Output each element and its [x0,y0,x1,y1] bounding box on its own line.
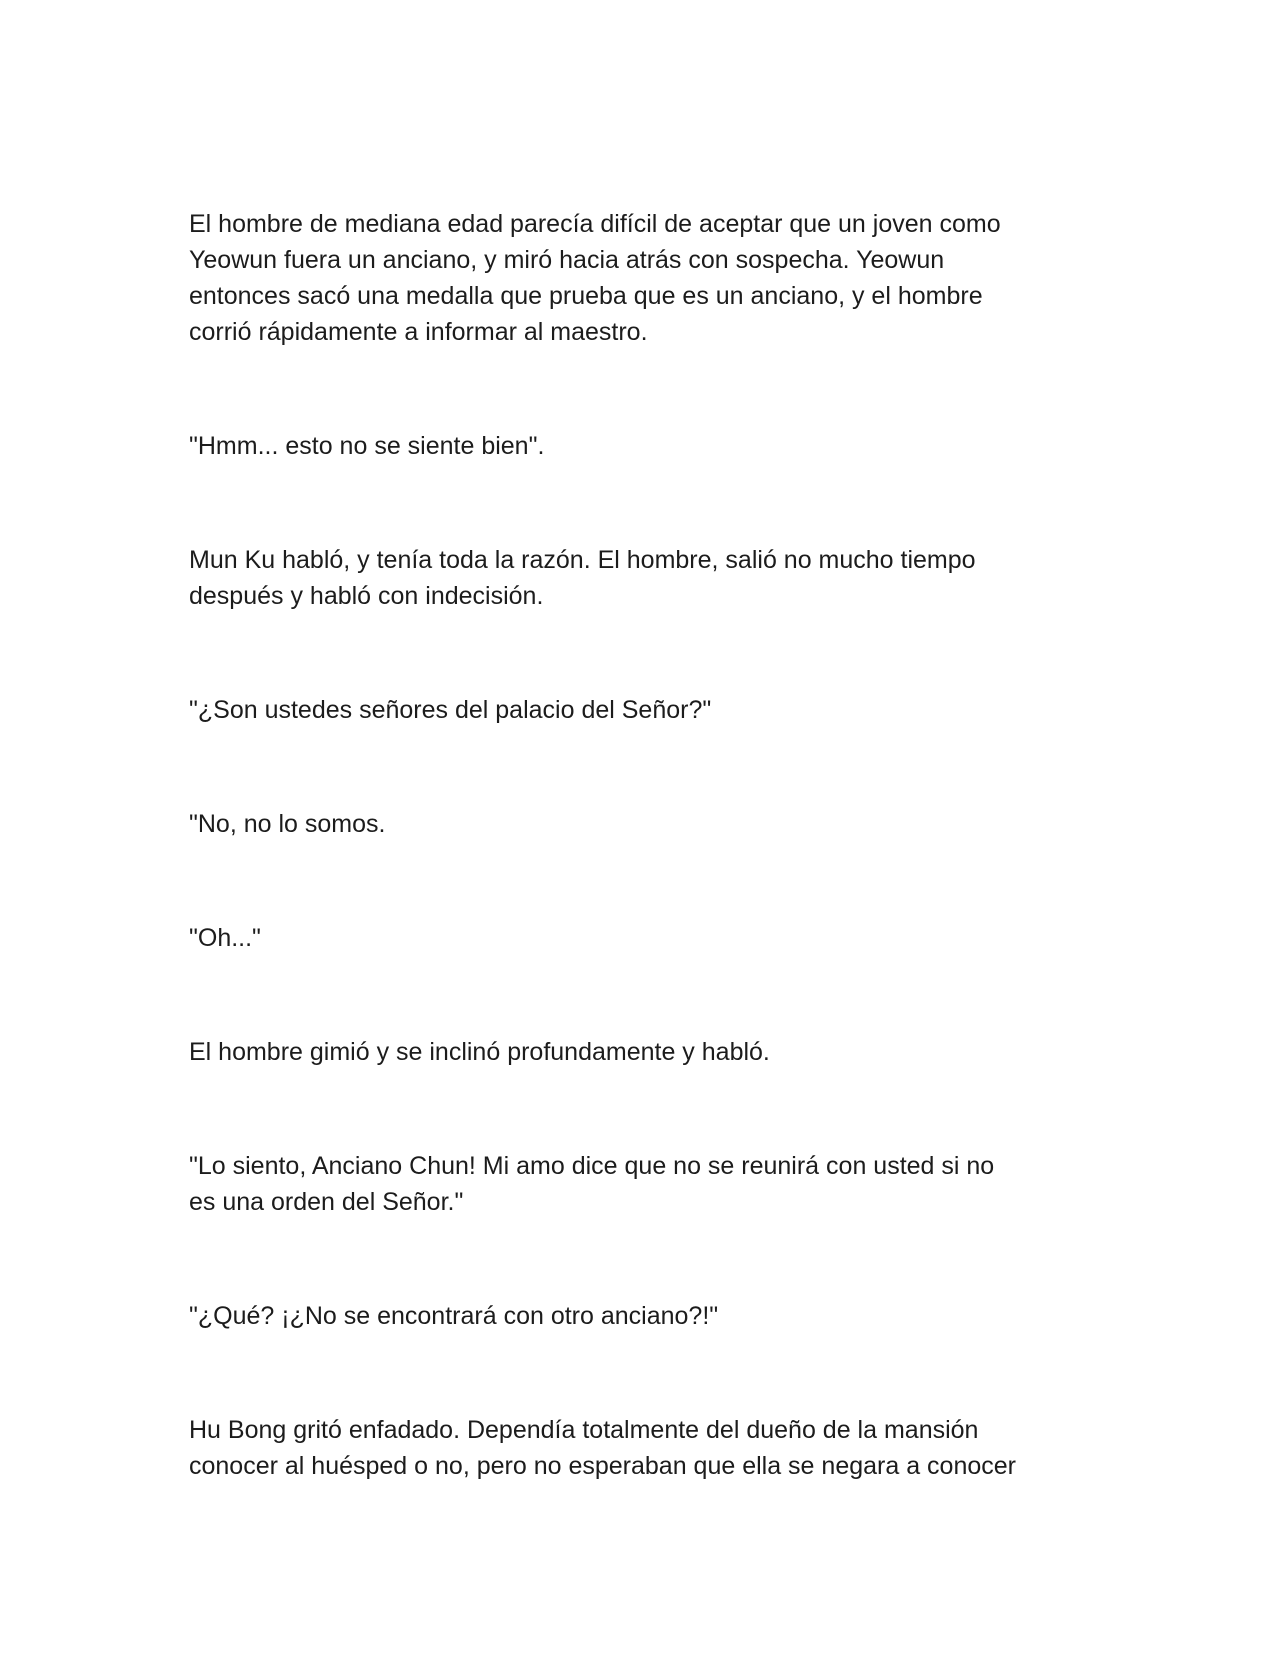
text-line: después y habló con indecisión. [189,582,544,610]
paragraph [189,428,1099,464]
text-line: "¿Son ustedes señores del palacio del Señor?" [189,696,712,724]
text-line: entonces sacó una medalla que prueba que es un anciano, y el hombre [189,282,983,310]
text-line: Hu Bong gritó enfadado. Dependía totalmente del dueño de la mansión [189,1416,979,1444]
text-line: corrió rápidamente a informar al maestro. [189,318,648,346]
text-line: es una orden del Señor." [189,1188,464,1216]
paragraph [189,1034,1099,1070]
paragraph [189,806,1099,842]
text-line: Yeowun fuera un anciano, y miró hacia atrás con sospecha. Yeowun [189,246,945,274]
text-line: "Lo siento, Anciano Chun! Mi amo dice que no se reunirá con usted si no [189,1152,995,1180]
text-line: conocer al huésped o no, pero no esperaban que ella se negara a conocer [189,1452,1016,1480]
text-line: El hombre de mediana edad parecía difícil de aceptar que un joven como [189,210,1001,238]
text-line: "¿Qué? ¡¿No se encontrará con otro anciano?!" [189,1302,719,1330]
paragraph [189,920,1099,956]
text-line: "No, no lo somos. [189,810,386,838]
paragraph [189,1148,1099,1220]
text-line: "Hmm... esto no se siente bien". [189,432,545,460]
paragraph [189,1298,1099,1334]
document-body [189,206,1099,1562]
paragraph [189,542,1099,614]
text-line: Mun Ku habló, y tenía toda la razón. El hombre, salió no mucho tiempo [189,546,976,574]
paragraph [189,206,1099,350]
text-line: "Oh..." [189,924,261,952]
text-line: El hombre gimió y se inclinó profundamente y habló. [189,1038,770,1066]
paragraph [189,1412,1099,1484]
paragraph [189,692,1099,728]
